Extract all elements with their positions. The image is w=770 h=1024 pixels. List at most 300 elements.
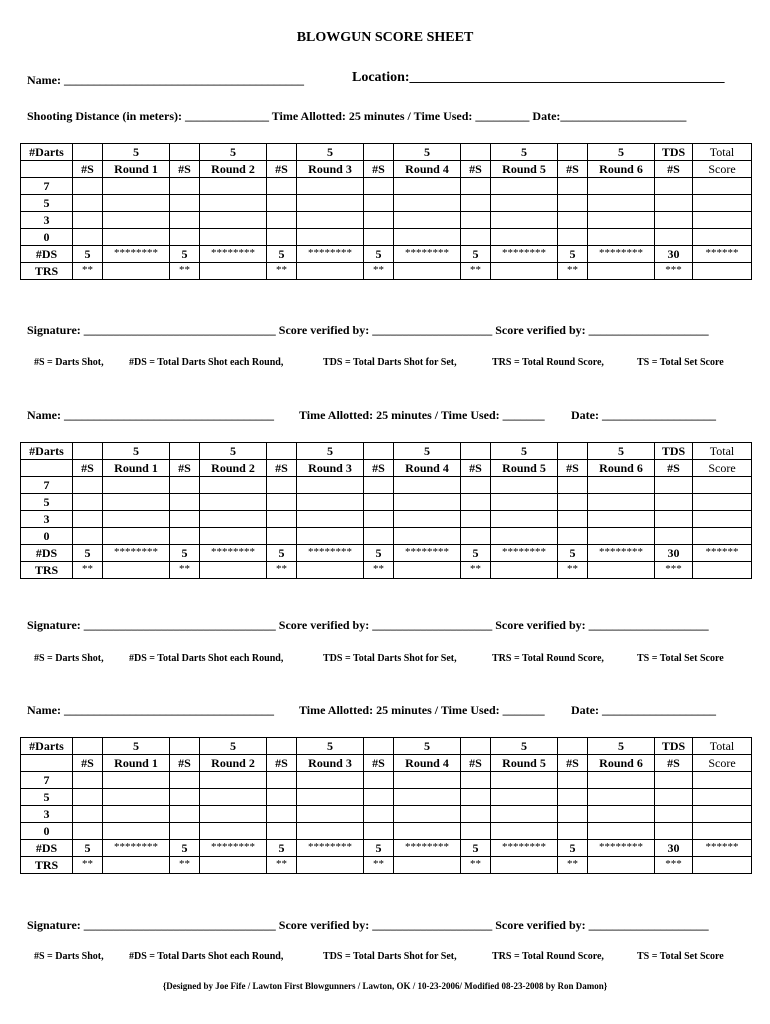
score-cell[interactable] [558,178,588,195]
score-cell[interactable] [297,494,364,511]
round-header: Round 1 [103,755,170,772]
score-cell[interactable] [394,494,461,511]
ds-value: 5 [461,545,491,562]
score-cell[interactable] [491,229,558,246]
ds-value: 5 [364,545,394,562]
round-score-cell[interactable] [103,263,170,280]
score-cell[interactable] [364,178,394,195]
tds-shots-header: #S [655,460,693,477]
score-cell[interactable] [364,195,394,212]
round-header: Round 6 [588,161,655,178]
score-cell[interactable] [200,229,267,246]
score-cell[interactable] [364,477,394,494]
score-cell[interactable] [655,772,693,789]
total-round-score-row [21,857,752,874]
round-score-cell[interactable] [297,562,364,579]
points-label: 7 [21,178,73,195]
score-cell[interactable] [588,789,655,806]
score-cell[interactable] [394,212,461,229]
score-cell[interactable] [655,494,693,511]
score-header: Score [693,755,752,772]
points-row [21,229,752,246]
score-cell[interactable] [461,528,491,545]
score-cell[interactable] [558,195,588,212]
legend-tds: TDS = Total Darts Shot for Set, [323,951,457,962]
score-cell[interactable] [170,806,200,823]
shot-col-blank [558,144,588,161]
trs-label: TRS [21,263,73,280]
score-header: Score [693,460,752,477]
score-cell[interactable] [364,511,394,528]
score-cell[interactable] [297,178,364,195]
score-cell[interactable] [394,806,461,823]
score-cell[interactable] [297,511,364,528]
score-cell[interactable] [103,229,170,246]
score-cell[interactable] [297,229,364,246]
round-score-cell[interactable] [394,263,461,280]
ds-mask: ******** [491,545,558,562]
score-cell[interactable] [364,823,394,840]
score-cell[interactable] [693,212,752,229]
round-darts-count: 5 [103,144,170,161]
score-cell[interactable] [588,823,655,840]
round-header: Round 2 [200,161,267,178]
total-set-score-cell[interactable] [693,562,752,579]
score-cell[interactable] [297,212,364,229]
shots-header: #S [558,161,588,178]
round-score-cell[interactable] [491,562,558,579]
score-cell[interactable] [170,789,200,806]
set2-date-field[interactable]: Date: ___________________ [571,408,716,422]
score-cell[interactable] [461,772,491,789]
score-cell[interactable] [394,229,461,246]
tds-value: 30 [655,246,693,263]
shot-col-blank [267,443,297,460]
score-cell[interactable] [73,195,103,212]
score-cell[interactable] [170,195,200,212]
round-darts-count: 5 [491,443,558,460]
score-cell[interactable] [73,477,103,494]
set3-date-field[interactable]: Date: ___________________ [571,703,716,717]
score-cell[interactable] [491,178,558,195]
shot-col-blank [267,144,297,161]
score-cell[interactable] [170,212,200,229]
score-cell[interactable] [297,195,364,212]
round-header: Round 6 [588,755,655,772]
round-darts-count: 5 [297,443,364,460]
score-cell[interactable] [170,772,200,789]
header-row [21,443,752,460]
score-cell[interactable] [267,806,297,823]
score-cell[interactable] [267,528,297,545]
points-row [21,195,752,212]
score-cell[interactable] [394,528,461,545]
points-row [21,477,752,494]
score-cell[interactable] [655,229,693,246]
ds-value: 5 [461,840,491,857]
score-cell[interactable] [655,511,693,528]
tds-value: 30 [655,545,693,562]
score-cell[interactable] [103,178,170,195]
trs-mask: ** [558,562,588,579]
score-cell[interactable] [461,212,491,229]
score-cell[interactable] [364,806,394,823]
score-cell[interactable] [364,212,394,229]
points-row [21,178,752,195]
score-cell[interactable] [588,772,655,789]
score-cell[interactable] [170,477,200,494]
score-cell[interactable] [461,195,491,212]
score-cell[interactable] [461,494,491,511]
set2-name-field[interactable]: Name: ___________________________________ [27,408,274,422]
score-cell[interactable] [394,477,461,494]
darts-shot-row [21,246,752,263]
score-cell[interactable] [267,772,297,789]
trs-tds-mask: *** [655,263,693,280]
score-cell[interactable] [693,806,752,823]
shots-header: #S [461,755,491,772]
score-cell[interactable] [588,806,655,823]
score-cell[interactable] [200,511,267,528]
score-cell[interactable] [588,195,655,212]
score-cell[interactable] [558,789,588,806]
ds-mask: ******** [103,545,170,562]
round-header: Round 6 [588,460,655,477]
score-cell[interactable] [588,494,655,511]
score-cell[interactable] [588,528,655,545]
legend-ts: TS = Total Set Score [637,357,724,368]
score-cell[interactable] [491,212,558,229]
trs-tds-mask: *** [655,857,693,874]
score-cell[interactable] [394,772,461,789]
label-blank [21,460,73,477]
score-cell[interactable] [170,511,200,528]
score-cell[interactable] [558,823,588,840]
points-row [21,494,752,511]
score-cell[interactable] [491,789,558,806]
score-cell[interactable] [558,494,588,511]
shots-header: #S [170,755,200,772]
score-cell[interactable] [588,511,655,528]
round-score-cell[interactable] [588,263,655,280]
score-cell[interactable] [693,511,752,528]
score-cell[interactable] [200,823,267,840]
ds-mask: ******** [297,246,364,263]
score-cell[interactable] [297,823,364,840]
shots-header: #S [558,460,588,477]
signature-line-2[interactable]: Signature: ________________________________ Score verified by: ____________________ Score verified by: ____________________ [27,618,709,632]
score-cell[interactable] [297,789,364,806]
points-row [21,511,752,528]
score-cell[interactable] [655,806,693,823]
score-cell[interactable] [558,511,588,528]
score-cell[interactable] [200,195,267,212]
score-cell[interactable] [461,806,491,823]
score-cell[interactable] [73,178,103,195]
score-cell[interactable] [73,772,103,789]
score-cell[interactable] [693,178,752,195]
shots-header: #S [267,755,297,772]
score-header: Score [693,161,752,178]
score-cell[interactable] [693,772,752,789]
round-darts-count: 5 [103,738,170,755]
score-cell[interactable] [394,178,461,195]
score-cell[interactable] [73,528,103,545]
total-set-score-cell[interactable] [693,857,752,874]
total-mask: ****** [693,840,752,857]
score-cell[interactable] [461,178,491,195]
trs-mask: ** [461,857,491,874]
round-score-cell[interactable] [491,263,558,280]
score-cell[interactable] [200,772,267,789]
total-round-score-row [21,263,752,280]
score-cell[interactable] [267,477,297,494]
score-cell[interactable] [200,178,267,195]
score-cell[interactable] [103,528,170,545]
score-cell[interactable] [693,195,752,212]
points-label: 3 [21,806,73,823]
darts-shot-row [21,840,752,857]
score-cell[interactable] [394,823,461,840]
score-cell[interactable] [297,477,364,494]
trs-tds-mask: *** [655,562,693,579]
score-cell[interactable] [655,528,693,545]
ds-value: 5 [461,246,491,263]
score-cell[interactable] [491,528,558,545]
score-cell[interactable] [491,494,558,511]
score-cell[interactable] [655,823,693,840]
score-cell[interactable] [73,511,103,528]
score-cell[interactable] [588,178,655,195]
round-header: Round 1 [103,460,170,477]
round-score-cell[interactable] [297,857,364,874]
score-cell[interactable] [461,229,491,246]
shot-col-blank [73,738,103,755]
round-darts-count: 5 [491,144,558,161]
round-score-cell[interactable] [588,857,655,874]
score-cell[interactable] [73,806,103,823]
points-label: 3 [21,212,73,229]
round-header: Round 2 [200,755,267,772]
score-cell[interactable] [170,528,200,545]
score-cell[interactable] [170,178,200,195]
ds-value: 5 [267,840,297,857]
score-cell[interactable] [491,477,558,494]
score-cell[interactable] [491,772,558,789]
legend-s: #S = Darts Shot, [34,357,104,368]
tds-shots-header: #S [655,161,693,178]
round-score-cell[interactable] [200,562,267,579]
total-set-score-cell[interactable] [693,263,752,280]
score-cell[interactable] [693,789,752,806]
trs-mask: ** [170,857,200,874]
score-cell[interactable] [103,195,170,212]
trs-label: TRS [21,562,73,579]
score-cell[interactable] [655,195,693,212]
round-header: Round 3 [297,460,364,477]
score-cell[interactable] [170,494,200,511]
round-header: Round 3 [297,161,364,178]
round-score-cell[interactable] [200,263,267,280]
score-cell[interactable] [461,823,491,840]
score-cell[interactable] [267,494,297,511]
shots-header: #S [170,460,200,477]
score-cell[interactable] [200,212,267,229]
score-cell[interactable] [103,823,170,840]
subheader-row [21,161,752,178]
score-cell[interactable] [588,477,655,494]
signature-line-1[interactable]: Signature: ________________________________ Score verified by: ____________________ Score verified by: ____________________ [27,323,709,337]
round-score-cell[interactable] [394,562,461,579]
shots-header: #S [73,755,103,772]
score-cell[interactable] [461,511,491,528]
score-cell[interactable] [693,494,752,511]
set2-time-field[interactable]: Time Allotted: 25 minutes / Time Used: _______ [299,408,545,422]
score-cell[interactable] [103,511,170,528]
tds-header: TDS [655,443,693,460]
subheader-row [21,460,752,477]
score-cell[interactable] [103,806,170,823]
score-cell[interactable] [364,494,394,511]
ds-value: 5 [170,246,200,263]
score-cell[interactable] [461,477,491,494]
score-cell[interactable] [267,511,297,528]
score-cell[interactable] [491,806,558,823]
set3-name-field[interactable]: Name: ___________________________________ [27,703,274,717]
score-cell[interactable] [558,806,588,823]
score-cell[interactable] [558,212,588,229]
score-cell[interactable] [558,772,588,789]
score-cell[interactable] [267,823,297,840]
set3-time-field[interactable]: Time Allotted: 25 minutes / Time Used: _______ [299,703,545,717]
score-cell[interactable] [394,195,461,212]
ds-mask: ******** [297,545,364,562]
score-cell[interactable] [588,229,655,246]
location-field[interactable]: Location:_____________________________________________ [352,70,725,85]
points-label: 0 [21,823,73,840]
shots-header: #S [364,460,394,477]
name-field[interactable]: Name: ________________________________________ [27,73,304,87]
shot-col-blank [170,738,200,755]
shots-header: #S [364,161,394,178]
round-score-cell[interactable] [394,857,461,874]
trs-mask: ** [73,857,103,874]
ds-value: 5 [558,545,588,562]
score-cell[interactable] [655,212,693,229]
shots-header: #S [73,161,103,178]
score-cell[interactable] [491,195,558,212]
score-cell[interactable] [200,477,267,494]
score-cell[interactable] [170,229,200,246]
score-cell[interactable] [364,229,394,246]
legend-tds: TDS = Total Darts Shot for Set, [323,653,457,664]
score-cell[interactable] [103,789,170,806]
legend-ds: #DS = Total Darts Shot each Round, [129,951,284,962]
score-cell[interactable] [73,229,103,246]
ds-mask: ******** [394,545,461,562]
score-cell[interactable] [491,823,558,840]
round-score-cell[interactable] [297,263,364,280]
darts-header: #Darts [21,738,73,755]
score-cell[interactable] [200,806,267,823]
round-score-cell[interactable] [200,857,267,874]
score-cell[interactable] [491,511,558,528]
trs-mask: ** [461,562,491,579]
label-blank [21,755,73,772]
score-cell[interactable] [267,229,297,246]
score-cell[interactable] [103,212,170,229]
score-cell[interactable] [200,494,267,511]
score-cell[interactable] [297,806,364,823]
score-cell[interactable] [200,528,267,545]
trs-mask: ** [558,263,588,280]
score-cell[interactable] [103,477,170,494]
score-cell[interactable] [693,823,752,840]
score-cell[interactable] [693,477,752,494]
round-header: Round 3 [297,755,364,772]
round-score-cell[interactable] [491,857,558,874]
score-cell[interactable] [73,823,103,840]
ds-mask: ******** [394,840,461,857]
total-mask: ****** [693,545,752,562]
score-cell[interactable] [364,528,394,545]
score-cell[interactable] [267,195,297,212]
round-score-cell[interactable] [103,857,170,874]
signature-line-3[interactable]: Signature: ________________________________ Score verified by: ____________________ Score verified by: ____________________ [27,918,709,932]
round-darts-count: 5 [297,738,364,755]
score-cell[interactable] [655,789,693,806]
score-cell[interactable] [297,772,364,789]
points-row [21,212,752,229]
score-cell[interactable] [693,528,752,545]
score-cell[interactable] [693,229,752,246]
score-cell[interactable] [364,789,394,806]
distance-time-date-line[interactable]: Shooting Distance (in meters): ______________ Time Allotted: 25 minutes / Time Used: _________ Date:_____________________ [27,109,687,123]
score-cell[interactable] [655,477,693,494]
points-row [21,789,752,806]
score-cell[interactable] [73,212,103,229]
score-cell[interactable] [267,789,297,806]
score-cell[interactable] [655,178,693,195]
score-cell[interactable] [461,789,491,806]
score-cell[interactable] [170,823,200,840]
score-cell[interactable] [267,212,297,229]
score-cell[interactable] [297,528,364,545]
score-cell[interactable] [558,477,588,494]
score-cell[interactable] [364,772,394,789]
score-table [20,737,752,874]
score-cell[interactable] [267,178,297,195]
score-cell[interactable] [394,789,461,806]
round-score-cell[interactable] [588,562,655,579]
score-cell[interactable] [73,494,103,511]
score-cell[interactable] [73,789,103,806]
tds-header: TDS [655,738,693,755]
round-darts-count: 5 [200,144,267,161]
score-cell[interactable] [558,229,588,246]
score-cell[interactable] [394,511,461,528]
score-cell[interactable] [558,528,588,545]
ds-mask: ******** [103,840,170,857]
shot-col-blank [364,738,394,755]
score-cell[interactable] [103,772,170,789]
score-cell[interactable] [200,789,267,806]
score-cell[interactable] [588,212,655,229]
round-score-cell[interactable] [103,562,170,579]
ds-mask: ******** [394,246,461,263]
total-round-score-row [21,562,752,579]
score-cell[interactable] [103,494,170,511]
